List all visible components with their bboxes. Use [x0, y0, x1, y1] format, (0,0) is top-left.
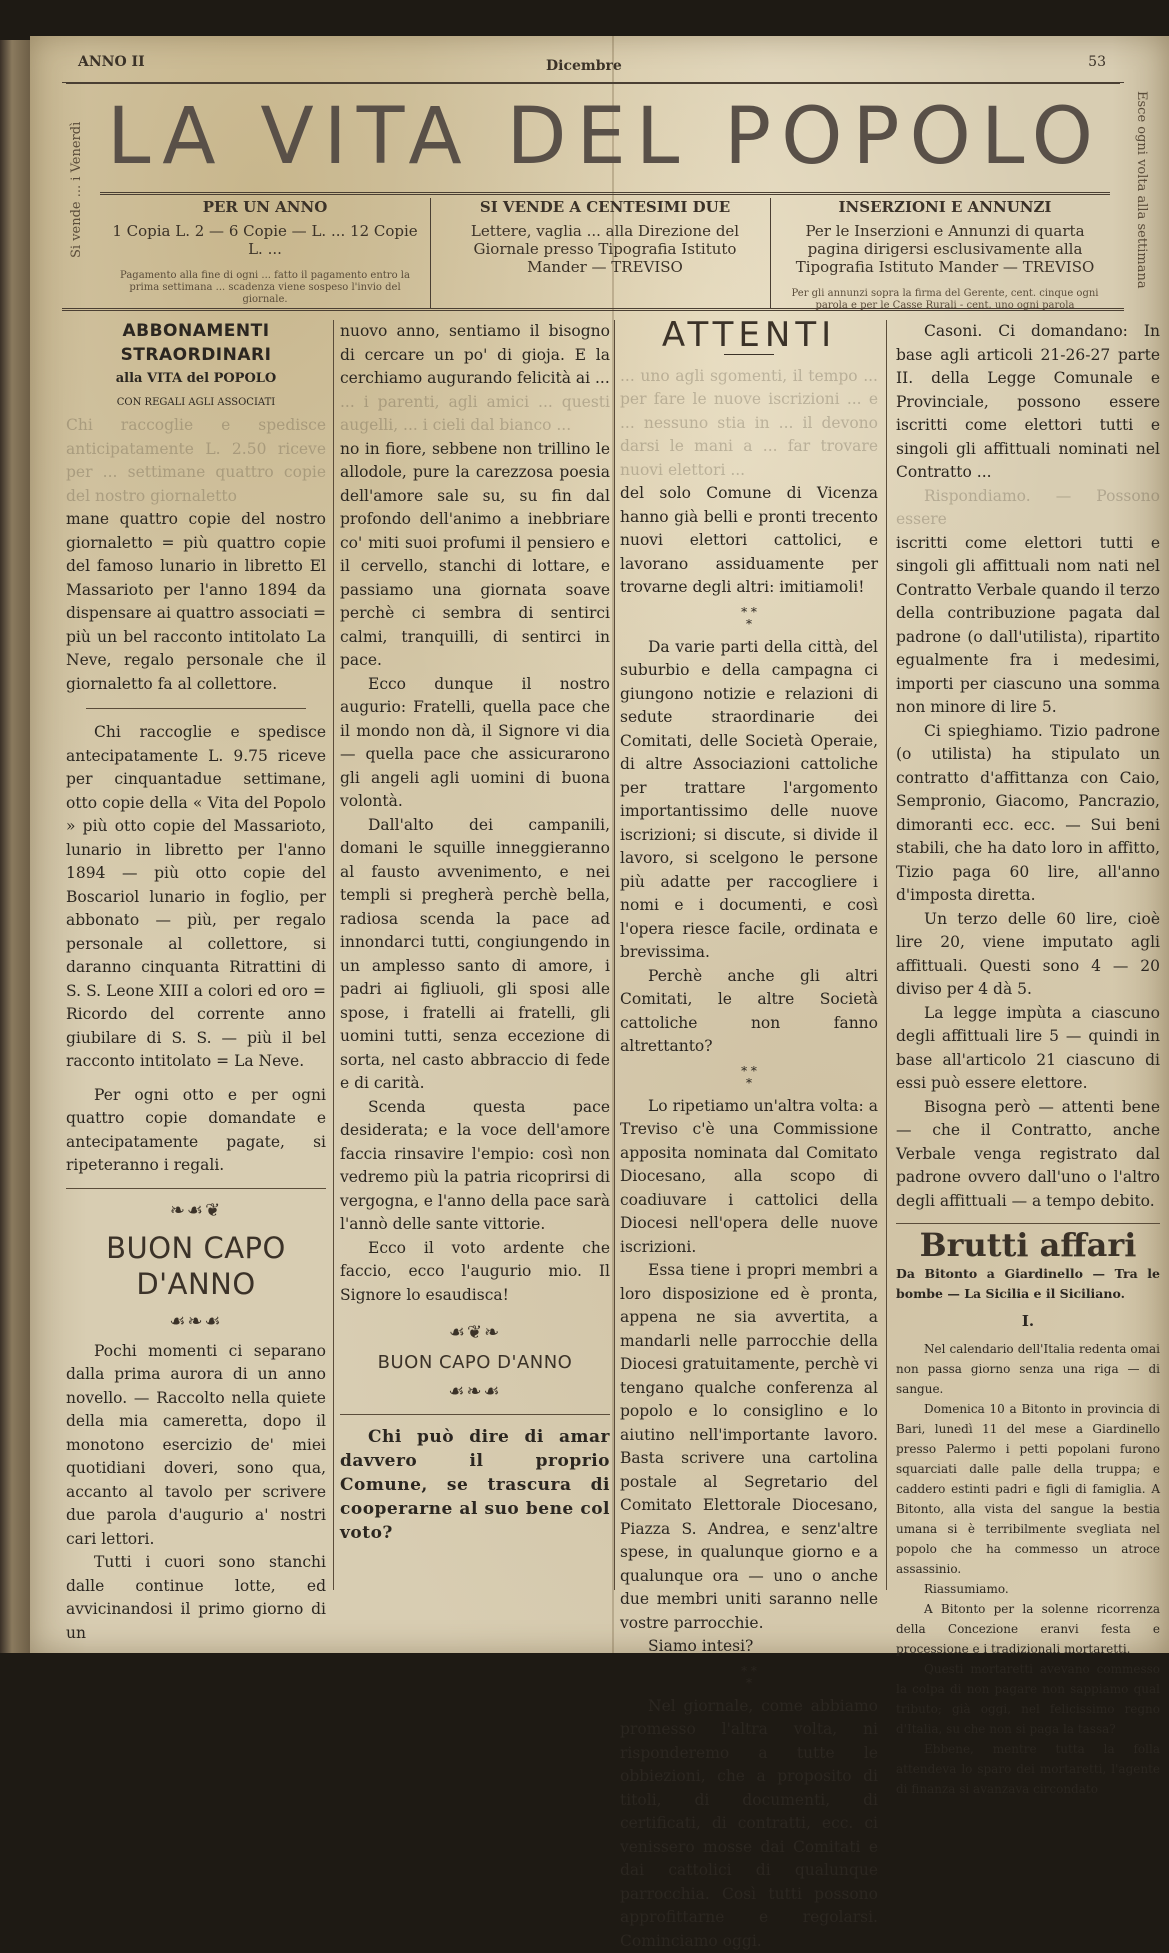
subscription-title: PER UN ANNO [100, 198, 430, 216]
faded-text: Rispondiamo. — Possono essere [896, 485, 1160, 532]
article-title: ATTENTI [620, 324, 878, 348]
paragraph: Essa tiene i propri membri a loro disposizione ed è pronta, appena ne sia avvertita, a mandarli nelle parrocchie della Diocesi gratuitamente, perchè vi tengano qualche conferenza al popolo e lo consiglino e lo aiutino nell'importante lavoro. Basta scrivere una cartolina postale al Segretario del Comitato Elettorale Diocesano, Piazza S. Andrea, e senz'altre spese, in qualunque giorno e a qualunque ora — uno o anche due membri uniti saranno nelle vostre parrocchie. [620, 1259, 878, 1635]
ads-text: Per le Inserzioni e Annunzi di quarta pagina dirigersi esclusivamente alla Tipografia Istituto Mander — TREVISO [786, 222, 1104, 276]
column-rule [614, 320, 615, 1590]
ornament-icon: ☙❦❧ [340, 1321, 610, 1345]
issue-year: ANNO II [78, 54, 145, 70]
sale-title: SI VENDE A CENTESIMI DUE [440, 198, 770, 216]
sale-box [440, 198, 771, 308]
paragraph: Ecco il voto ardente che faccio, ecco l'augurio mio. Il Signore lo esaudisca! [340, 1237, 610, 1308]
masthead-side-left: Si vende ... i Venerdì [70, 90, 96, 290]
paragraph: Un terzo delle 60 lire, cioè lire 20, viene imputato agli affittuali. Questi sono 4 — 20 diviso per 4 dà 5. [896, 908, 1160, 1002]
asterism-icon: * * * [620, 1665, 878, 1689]
paragraph: Questi mortaretti avevano commesso la colpa di non pagare non sappiamo qual tributo; già oggi, nel felicissimo regno d'Italia, su che non si paga la tassa? [896, 1659, 1160, 1739]
subscription-terms: Pagamento alla fine di ogni ... fatto il pagamento entro la prima settimana ... scadenza viene sospeso l'invio del giornale. [106, 270, 424, 306]
subscription-box [100, 198, 431, 308]
ads-box [780, 198, 1110, 308]
paragraph: Nel calendario dell'Italia redenta omai non passa giorno senza una riga — di sangue. [896, 1339, 1160, 1399]
paragraph: Per ogni otto e per ogni quattro copie domandate e antecipatamente pagate, si ripeteranno i regali. [66, 1084, 326, 1178]
article-body [896, 1339, 1160, 1799]
paragraph: no in fiore, sebbene non trillino le allodole, pure la carezzosa poesia dell'amore sale su, su fin dal profondo dell'animo a inebbriare co' miti suoi profumi il pensiero e il cervello, stanchi di lottare, e passiamo una giornata soave perchè ci sembra di sentirci calmi, tranquilli, di sentirci in pace. [340, 438, 610, 673]
column-rule [333, 320, 334, 1590]
issue-date: Dicembre [546, 58, 622, 74]
paragraph: mane quattro copie del nostro giornaletto = più quattro copie del famoso lunario in libretto El Massarioto per l'anno 1894 da dispensare ai quattro associati = più un bel racconto intitolato La Neve, regalo personale che il giornaletto fa al collettore. [66, 508, 326, 696]
paragraph: Riassumiamo. [896, 1579, 1160, 1599]
paragraph: Pochi momenti ci separano dalla prima aurora di un anno novello. — Raccolto nella quiete della mia cameretta, dopo il monotono esercizio de' miei quotidiani doveri, sono qua, accanto al tavolo per scrivere due parola d'augurio a' nostri cari lettori. [66, 1340, 326, 1552]
paragraph: Da varie parti della città, del suburbio e della campagna ci giungono notizie e relazioni di sedute straordinarie dei Comitati, delle Società Operaie, di altre Associazioni cattoliche per trattare l'argomento importantissimo delle nuove iscrizioni; si discute, si divide il lavoro, si scelgono le persone più adatte per raccogliere i nomi e i documenti, e così l'opera riesce facile, ordinata e brevissima. [620, 636, 878, 965]
title-rule [100, 192, 1110, 195]
masthead-side-right: Esce ogni volta alla settimana [1122, 90, 1148, 290]
paragraph: Ci spieghiamo. Tizio padrone (o utilista) ha stipulato un contratto d'affittanza con Caio, Sempronio, Giacomo, Pancrazio, dimoranti ecc. ecc. — Sui beni stabili, che ha dato loro in affitto, Tizio paga 60 lire, all'anno d'imposta diretta. [896, 720, 1160, 908]
paragraph: Lo ripetiamo un'altra volta: a Treviso c'è una Commissione apposita nominata dal Comitato Diocesano, alla scopo di coadiuvare i cattolici della Diocesi nell'opera delle nuove iscrizioni. [620, 1095, 878, 1260]
subscription-prices: 1 Copia L. 2 — 6 Copie — L. ... 12 Copie L. ... [106, 222, 424, 258]
paragraph: Bisogna però — attenti bene — che il Contratto, anche Verbale venga registrato dal padrone ovvero dall'uno o l'altro degli affittuali — a tempo debito. [896, 1096, 1160, 1214]
faded-text: ... uno agli sgomenti, il tempo ... per fare le nuove iscrizioni ... e ... nessuno stia in ... il devono darsi le mani a ... far trovare nuovi elettori ... [620, 365, 878, 483]
paragraph: del solo Comune di Vicenza hanno già belli e pronti trecento nuovi elettori cattolici, e lavorano assiduamente per trovarne degli altri: imitiamoli! [620, 482, 878, 600]
subscriptions-subheading: alla VITA del POPOLO [66, 367, 326, 391]
ornament-icon: ☙❧☙ [66, 1310, 326, 1334]
separator [66, 1188, 326, 1189]
paragraph: Siamo intesi? [620, 1635, 878, 1659]
separator [86, 708, 306, 709]
page-number: 53 [1088, 54, 1106, 70]
book-binding [0, 40, 30, 1653]
paragraph: Nel giornale, come abbiamo promesso l'altra volta, ni risponderemo a tutte le obbiezioni, che a proposito di titoli, di documenti, di certificati, di contratti, ecc. ci venissero mosse dai Comitati e dai cattolici di qualunque parrocchia. Così tutti possono approfittarne e regolarsi. Cominciamo oggi. [620, 1695, 878, 1953]
section-number: I. [896, 1310, 1160, 1334]
paragraph: Scenda questa pace desiderata; e la voce dell'amore faccia rinsavire l'empio: così non vedremo più la patria ricoprirsi di vergogna, e l'anno della pace sarà l'annò delle sante vittorie. [340, 1096, 610, 1237]
paragraph: Dall'alto dei campanili, domani le squille inneggieranno al fausto avvenimento, e nei templi si pregherà perchè bella, radiosa scenda la pace ad innondarci tutti, congiungendo in un amplesso santo di amore, i padri ai figliuoli, gli sposi alle spose, i fratelli ai fratelli, gli uomini tutti, senza eccezione di sorta, nel casto abbraccio di fede e di carità. [340, 814, 610, 1096]
paragraph: iscritti come elettori tutti e singoli gli affittuali nom nati nel Contratto Verbale quando il terzo della contribuzione pagata dal padrone (o dall'utilista), ripartito egualmente fra i medesimi, importi per ciascuno una somma non minore di lire 5. [896, 532, 1160, 720]
masthead-bottom-rule [62, 308, 1124, 311]
faded-text: ... i parenti, agli amici ... questi augelli, ... i cieli dal bianco ... [340, 391, 610, 438]
header-strip [66, 52, 1120, 84]
separator [340, 1414, 610, 1415]
paragraph: Ecco dunque il nostro augurio: Fratelli, quella pace che il mondo non dà, il Signore vi dia — quella pace che assicurarono gli angeli agli uomini di buona volontà. [340, 673, 610, 814]
newspaper-title: LA VITA DEL POPOLO [100, 82, 1110, 192]
article-subtitle: Da Bitonto a Giardinello — Tra le bombe — La Sicilia e il Siciliano. [896, 1264, 1160, 1304]
ornament-icon: ❧☙❦ [66, 1199, 326, 1223]
column-rule [886, 320, 887, 1590]
asterism-icon: * * * [620, 606, 878, 630]
column-4 [896, 320, 1160, 1799]
ads-terms: Per gli annunzi sopra la firma del Gerente, cent. cinque ogni parola e per le Casse Rurali - cent. uno ogni parola [786, 288, 1104, 312]
paragraph: A Bitonto per la solenne ricorrenza della Concezione eranvi festa e processione e i tradizionali mortaretti. [896, 1599, 1160, 1659]
paragraph: Tutti i cuori sono stanchi dalle continue lotte, ed avvicinandosi il primo giorno di un [66, 1551, 326, 1645]
section-title: BUON CAPO D'ANNO [66, 1230, 326, 1302]
paragraph: Ebbene, mentre tutta la folla attendeva lo sparo dei mortaretti, l'agente di finanza si avanzava circondato [896, 1739, 1160, 1799]
paragraph: La legge impùta a ciascuno degli affittuali lire 5 — quindi in base all'articolo 21 ciascuno di essi può essere elettore. [896, 1002, 1160, 1096]
column-2 [340, 320, 610, 1545]
sale-text: Lettere, vaglia ... alla Direzione del Giornale presso Tipografia Istituto Mander — TREVISO [446, 222, 764, 276]
faded-text: Chi raccoglie e spedisce anticipatamente L. 2.50 riceve per ... settimane quattro copie del nostro giornaletto [66, 414, 326, 508]
paragraph: Chi raccoglie e spedisce antecipatamente L. 9.75 riceve per cinquantadue settimane, otto copie della « Vita del Popolo » più otto copie del Massarioto, lunario in libretto per l'anno 1894 — più otto copie del Boscariol lunario in foglio, per abbonato — più, per regalo personale al collettore, si daranno cinquanta Ritrattini di S. S. Leone XIII a colori ed oro = Ricordo del corrente anno giubilare di S. S. — più il bel racconto intitolato = La Neve. [66, 721, 326, 1074]
column-1 [66, 320, 326, 1645]
article-title: Brutti affari [896, 1234, 1160, 1258]
paragraph: Domenica 10 a Bitonto in provincia di Bari, lunedì 11 del mese a Giardinello presso Palermo i petti popolani furono squarciati dalle palle della truppa; e caddero estinti padri e figli di famiglia. A Bitonto, alla vista del sangue la bestia umana si è terribilmente svegliata nel popolo che ha commesso un atroce assassinio. [896, 1399, 1160, 1579]
subscriptions-note: CON REGALI AGLI ASSOCIATI [66, 391, 326, 415]
column-3 [620, 320, 878, 1953]
subscriptions-heading: ABBONAMENTI STRAORDINARI [66, 320, 326, 367]
separator [896, 1223, 1160, 1224]
ornament-icon: ☙❧☙ [340, 1380, 610, 1404]
section-title: BUON CAPO D'ANNO [340, 1351, 610, 1375]
paragraph: nuovo anno, sentiamo il bisogno di cercare un po' di gioja. E la cerchiamo augurando felicità ai ... [340, 320, 610, 391]
paragraph: Perchè anche gli altri Comitati, le altre Società cattoliche non fanno altrettanto? [620, 965, 878, 1059]
asterism-icon: * * * [620, 1065, 878, 1089]
paragraph: Casoni. Ci domandano: In base agli articoli 21-26-27 parte II. della Legge Comunale e Provinciale, possono essere iscritti come elettori tutti e singoli gli affittuali nominati nel Contratto ... [896, 320, 1160, 485]
closing-question: Chi può dire di amar davvero il proprio Comune, se trascura di cooperarne al suo bene col voto? [340, 1425, 610, 1545]
ads-title: INSERZIONI E ANNUNZI [780, 198, 1110, 216]
